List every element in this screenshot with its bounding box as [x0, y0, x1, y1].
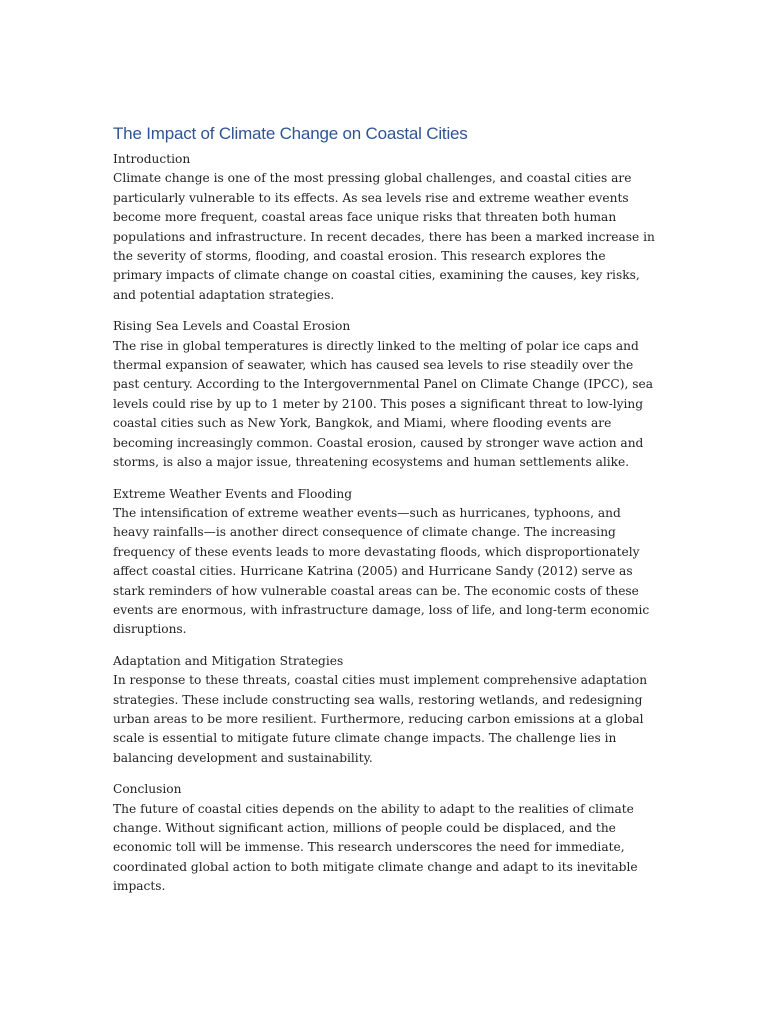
section-body: The future of coastal cities depends on the ability to adapt to the realities of climate change. Without significant action, millions of people could be displaced, and the economic toll will be immense. This research underscores the need for immediate, coordinated global action to both mitigate climate change and adapt to its inevitable impacts.	[113, 801, 638, 894]
section-rising-sea-levels	[113, 317, 658, 472]
section-heading: Rising Sea Levels and Coastal Erosion	[113, 319, 351, 334]
section-introduction	[113, 150, 658, 305]
document-content	[113, 122, 658, 909]
section-heading: Introduction	[113, 152, 191, 166]
section-adaptation	[113, 652, 658, 768]
section-heading: Extreme Weather Events and Flooding	[113, 486, 353, 501]
section-body: The rise in global temperatures is directly linked to the melting of polar ice caps and thermal expansion of seawater, which has caused sea levels to rise steadily over the past century. According to the Intergovernmental Panel on Climate Change (IPCC), sea levels could rise by up to 1 meter by 2100. This poses a significant threat to low-lying coastal cities such as New York, Bangkok, and Miami, where flooding events are becoming increasingly common. Coastal erosion, caused by stronger wave action and storms, is also a major issue, threatening ecosystems and human settlements alike.	[113, 338, 653, 470]
document-title: The Impact of Climate Change on Coastal Cities	[113, 124, 468, 143]
section-body: Climate change is one of the most pressing global challenges, and coastal cities are particularly vulnerable to its effects. As sea levels rise and extreme weather events become more frequent, coastal areas face unique risks that threaten both human populations and infrastructure. In recent decades, there has been a marked increase in the severity of storms, flooding, and coastal erosion. This research explores the primary impacts of climate change on coastal cities, examining the causes, key risks, and potential adaptation strategies.	[113, 171, 655, 302]
section-body: The intensification of extreme weather events—such as hurricanes, typhoons, and heavy rainfalls—is another direct consequence of climate change. The increasing frequency of these events leads to more devastating floods, which disproportionately affect coastal cities. Hurricane Katrina (2005) and Hurricane Sandy (2012) serve as stark reminders of how vulnerable coastal areas can be. The economic costs of these events are enormous, with infrastructure damage, loss of life, and long-term economic disruptions.	[113, 505, 650, 637]
section-conclusion	[113, 780, 658, 896]
section-extreme-weather	[113, 485, 658, 640]
section-heading: Conclusion	[113, 782, 182, 797]
section-body: In response to these threats, coastal cities must implement comprehensive adaptation strategies. These include constructing sea walls, restoring wetlands, and redesigning urban areas to be more resilient. Furthermore, reducing carbon emissions at a global scale is essential to mitigate future climate change impacts. The challenge lies in balancing development and sustainability.	[113, 673, 648, 765]
section-heading: Adaptation and Mitigation Strategies	[113, 653, 344, 668]
